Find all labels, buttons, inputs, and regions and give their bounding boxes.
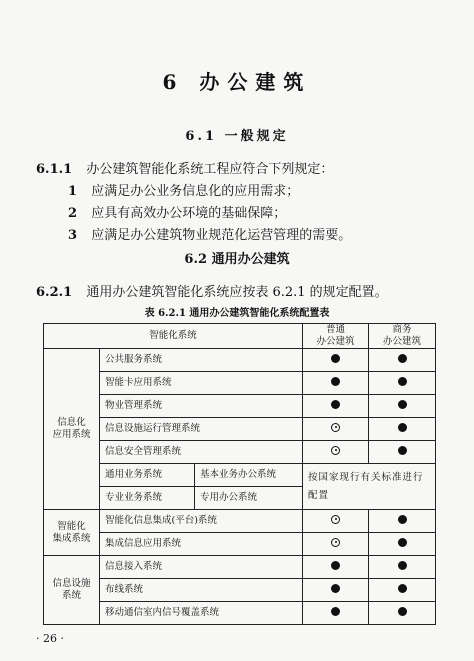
clause-number: 6.1.1 — [36, 162, 73, 177]
chapter-title: 6 办公建筑 — [162, 70, 312, 94]
required-mark — [398, 561, 407, 570]
list-item: 1 应满足办公业务信息化的应用需求； — [68, 184, 300, 199]
table-row: 布线系统 — [44, 579, 436, 602]
required-mark — [398, 423, 407, 432]
optional-mark — [331, 423, 340, 432]
optional-mark — [331, 515, 340, 524]
required-mark — [398, 446, 407, 455]
clause-text: 通用办公建筑智能化系统应按表 6.2.1 的规定配置。 — [86, 285, 388, 300]
optional-mark — [331, 446, 340, 455]
required-mark — [331, 400, 340, 409]
table-row: 集成信息应用系统 — [44, 533, 436, 556]
required-mark — [398, 584, 407, 593]
header-commercial-office: 商务 办公建筑 — [369, 324, 436, 349]
table-row: 通用业务系统 基本业务办公系统 按国家现行有关标准进行配置 — [44, 464, 436, 487]
header-system: 智能化系统 — [44, 324, 303, 349]
clause-number: 6.2.1 — [36, 285, 73, 300]
required-mark — [398, 607, 407, 616]
table-row: 智能化 集成系统 智能化信息集成(平台)系统 — [44, 510, 436, 533]
table-caption: 表 6.2.1 通用办公建筑智能化系统配置表 — [144, 308, 330, 319]
section-title-6-1: 6.1 一般规定 — [185, 129, 289, 144]
table-row: 信息安全管理系统 — [44, 441, 436, 464]
required-mark — [331, 354, 340, 363]
optional-mark — [331, 538, 340, 547]
table-row: 信息设施 系统 信息接入系统 — [44, 556, 436, 579]
required-mark — [398, 515, 407, 524]
group-integration: 智能化 集成系统 — [44, 510, 100, 556]
group-infra: 信息设施 系统 — [44, 556, 100, 625]
table-row: 专业业务系统 专用办公系统 — [44, 487, 436, 510]
table-row: 智能卡应用系统 — [44, 372, 436, 395]
table-row: 信息设施运行管理系统 — [44, 418, 436, 441]
required-mark — [331, 377, 340, 386]
required-mark — [398, 400, 407, 409]
list-item: 3 应满足办公建筑物业规范化运营管理的需要。 — [68, 228, 352, 243]
clause-6-2-1 — [36, 281, 388, 300]
table-header-row — [44, 324, 436, 349]
list-item: 2 应具有高效办公环境的基础保障； — [68, 206, 287, 221]
group-info-app: 信息化 应用系统 — [44, 349, 100, 510]
required-mark — [398, 538, 407, 547]
required-mark — [331, 607, 340, 616]
table-row: 移动通信室内信号覆盖系统 — [44, 602, 436, 625]
merged-note: 按国家现行有关标准进行配置 — [303, 464, 436, 510]
section-title-6-2: 6.2 通用办公建筑 — [184, 252, 290, 267]
table-row: 信息化 应用系统 公共服务系统 — [44, 349, 436, 372]
table-row: 物业管理系统 — [44, 395, 436, 418]
clause-6-1-1 — [36, 158, 333, 177]
required-mark — [398, 377, 407, 386]
required-mark — [331, 584, 340, 593]
clause-text: 办公建筑智能化系统工程应符合下列规定： — [86, 162, 334, 177]
config-table — [43, 323, 436, 625]
page-number: · 26 · — [36, 632, 64, 645]
required-mark — [331, 561, 340, 570]
header-general-office: 普通 办公建筑 — [303, 324, 369, 349]
required-mark — [398, 354, 407, 363]
